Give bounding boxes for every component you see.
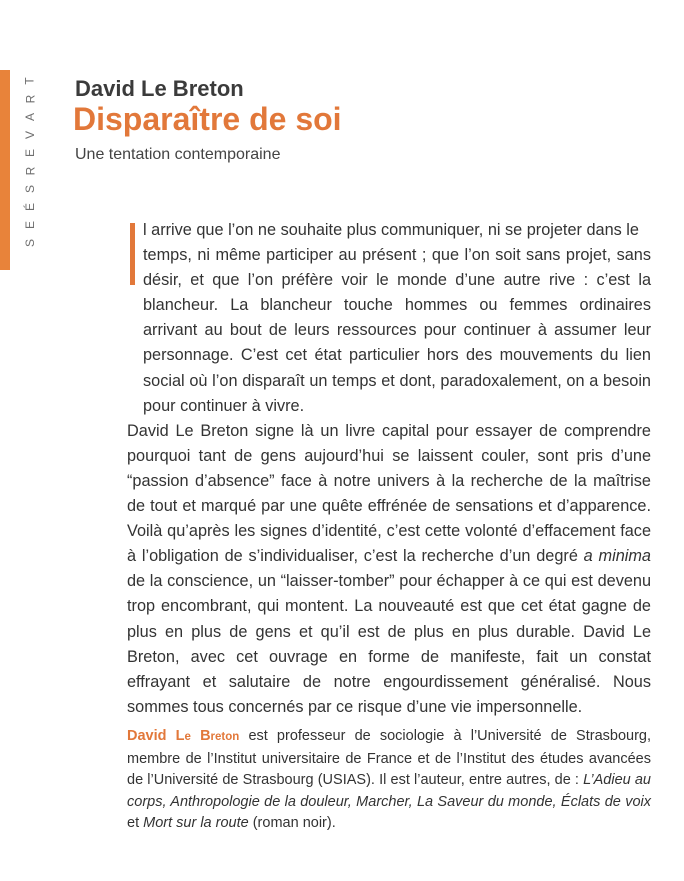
- author-name: David Le Breton: [75, 76, 244, 101]
- blurb-text: [127, 218, 651, 720]
- collection-letter: E: [22, 220, 37, 230]
- bio-books: L’Adieu au corps, Anthropologie de la douleur, Marcher, La Saveur du monde, Éclats de voix: [127, 772, 651, 810]
- blurb-paragraph-2: [127, 419, 651, 720]
- bio-tail: (roman noir).: [248, 815, 336, 831]
- bio-name-space: [191, 728, 200, 744]
- blurb-paragraph-1-rest: temps, ni même participer au présent ; que l’on soit sans projet, sans désir, et que l’on préfère voir le monde d’une autre rive : c’est la blancheur. La blancheur touche hommes ou femmes ordinaires arrivant au bout de leurs ressources pour continuer à assumer leur personnage. C’est cet état particulier hors des mouvements du lien social où l’on disparaît un temps et dont, paradoxalement, on a besoin pour continuer à vivre.: [143, 246, 651, 415]
- author-bio: [127, 726, 651, 835]
- collection-label: [20, 72, 40, 252]
- dropcap-line: l arrive que l’on ne souhaite plus communiquer, ni se projeter dans le: [143, 221, 639, 239]
- collection-letter: É: [22, 202, 37, 212]
- bio-name-initial: L: [175, 728, 185, 744]
- collection-letter: R: [22, 166, 37, 176]
- side-accent-bar: [0, 70, 10, 270]
- collection-letter: R: [22, 94, 37, 104]
- collection-letter: E: [22, 148, 37, 158]
- bio-name-first: David: [127, 728, 176, 744]
- collection-letter: A: [22, 112, 37, 122]
- collection-letter: S: [22, 238, 37, 248]
- collection-letter: T: [23, 77, 37, 85]
- blurb-paragraph-2-end: de la conscience, un “laisser-tomber” pour échapper à ce qui est devenu trop encombrant, qui montent. La nouveauté est que cet état gagne de plus en plus de gens et qu’il est de plus en plus durable. David Le Breton, avec cet ouvrage en forme de manifeste, fait un constat effrayant et salutaire de notre engourdissement généralisé. Nous sommes tous concernés par ce risque d’une vie impersonnelle.: [127, 572, 651, 716]
- bio-and: et: [127, 815, 144, 831]
- bio-book-last: Mort sur la route: [143, 815, 249, 831]
- collection-letter: V: [22, 130, 37, 140]
- bio-name-initial: B: [200, 728, 211, 744]
- blurb-paragraph-1: [127, 218, 651, 419]
- bio-text: est professeur de sociologie à l’Université de Strasbourg, membre de l’Institut universitaire de France et de l’Institut des études avancées de l’Université de Strasbourg (USIAS). Il est l’auteur, entre autres, de :: [127, 728, 652, 788]
- italic-phrase: a minima: [583, 547, 651, 566]
- collection-letter: S: [22, 184, 37, 194]
- dropcap-bar: [130, 223, 135, 285]
- bio-name-smallcaps: reton: [210, 731, 240, 743]
- blurb-paragraph-2-start: David Le Breton signe là un livre capital pour essayer de comprendre pourquoi tant de gens aujourd’hui se laissent couler, sont pris d’une “passion d’absence” face à notre univers à la recherche de la maîtrise de tout et marqué par une quête effrénée de sensations et d’apparence. Voilà qu’après les signes d’identité, c’est cette volonté d’effacement face à l’obligation de s’individualiser, c’est la recherche d’un degré: [127, 421, 651, 566]
- bio-author-name: [127, 728, 239, 744]
- book-subtitle: Une tentation contemporaine: [75, 146, 281, 163]
- book-title: Disparaître de soi: [73, 101, 342, 137]
- bio-name-smallcaps: e: [184, 731, 191, 743]
